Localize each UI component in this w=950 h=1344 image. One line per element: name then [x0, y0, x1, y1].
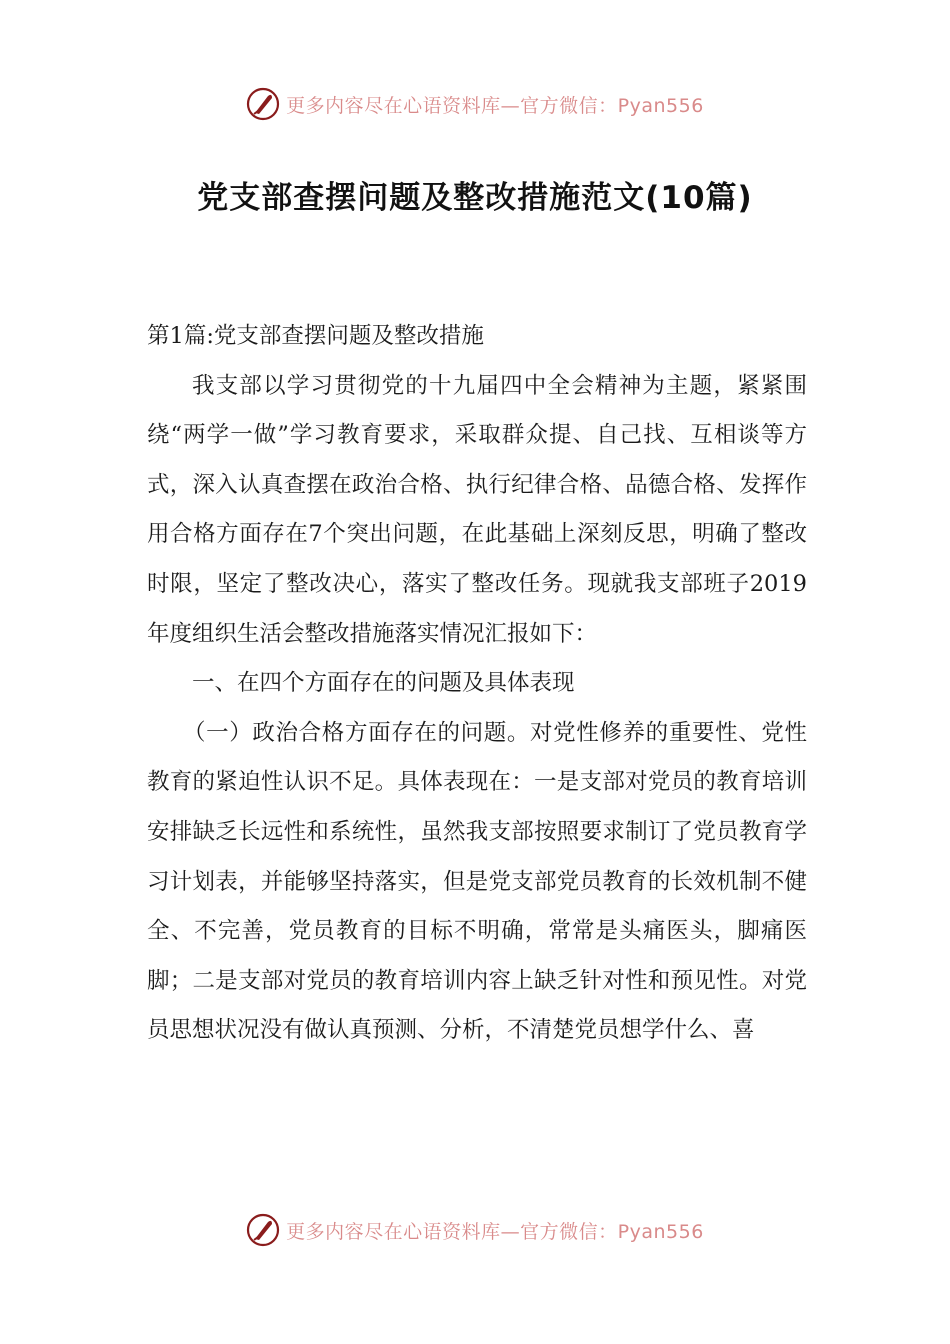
banner-text: 更多内容尽在心语资料库—官方微信：Pyan556	[286, 94, 704, 117]
page-title: 党支部查摆问题及整改措施范文(10篇)	[197, 180, 753, 216]
header-banner	[0, 84, 950, 124]
footer-banner	[0, 1210, 950, 1250]
article-heading: 第1篇:党支部查摆问题及整改措施	[147, 323, 484, 349]
section-heading: 一、在四个方面存在的问题及具体表现	[192, 670, 575, 697]
paragraph: （一）政治合格方面存在的问题。对党性修养的重要性、党性教育的紧迫性认识不足。具体表现在：一是支部对党员的教育培训安排缺乏长远性和系统性，虽然我支部按照要求制订了党员教育学习计划表，并能够坚持落实，但是党支部党员教育的长效机制不健全、不完善，党员教育的目标不明确，常常是头痛医头，脚痛医脚；二是支部对党员的教育培训内容上缺乏针对性和预见性。对党员思想状况没有做认真预测、分析，不清楚党员想学什么、喜	[147, 719, 807, 1044]
banner-text: 更多内容尽在心语资料库—官方微信：Pyan556	[286, 1220, 704, 1243]
document-body	[147, 312, 807, 1056]
quill-pen-icon	[246, 87, 280, 121]
wechat-id: Pyan556	[617, 1220, 704, 1243]
paragraph: 我支部以学习贯彻党的十九届四中全会精神为主题，紧紧围绕“两学一做”学习教育要求，采取群众提、自己找、互相谈等方式，深入认真查摆在政治合格、执行纪律合格、品德合格、发挥作用合格方面存在7个突出问题，在此基础上深刻反思，明确了整改时限，坚定了整改决心，落实了整改任务。现就我支部班子2019年度组织生活会整改措施落实情况汇报如下：	[147, 372, 807, 647]
quill-pen-icon	[246, 1213, 280, 1247]
wechat-id: Pyan556	[617, 94, 704, 117]
